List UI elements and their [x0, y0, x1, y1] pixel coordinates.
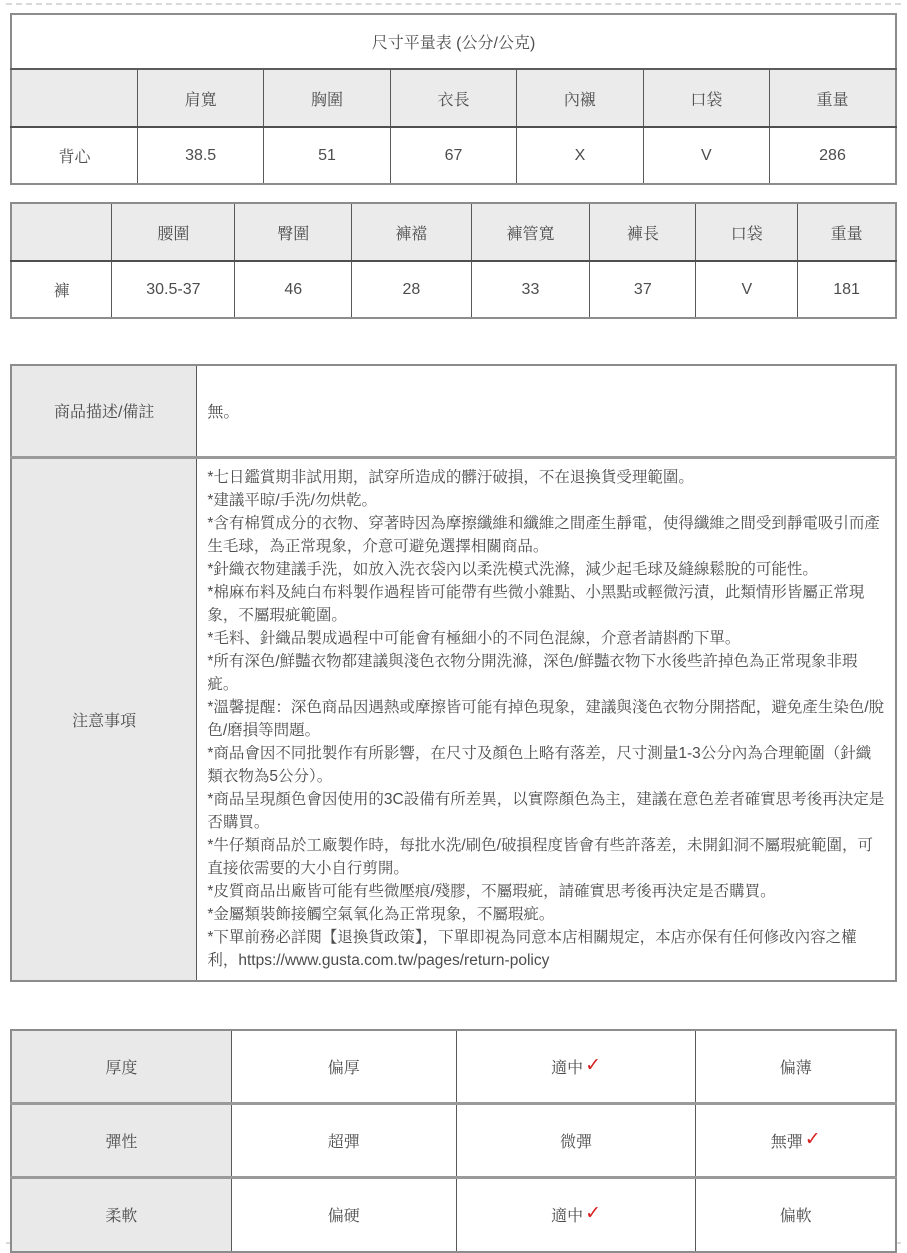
cell-value: V — [643, 127, 769, 184]
attribute-option-text: 無彈 — [770, 1134, 803, 1151]
attributes-table — [10, 1029, 897, 1253]
cell-value: V — [696, 261, 798, 318]
size-table-title-row — [11, 14, 896, 69]
attribute-option — [696, 1104, 896, 1178]
note-line: *溫馨提醒：深色商品因遇熱或摩擦皆可能有掉色現象，建議與淺色衣物分開搭配，避免產生染色/脫色/磨損等問題。 — [207, 698, 885, 739]
row-label: 背心 — [11, 127, 137, 184]
attribute-label: 彈性 — [11, 1104, 231, 1178]
attribute-row — [11, 1178, 896, 1252]
attribute-option-text: 適中 — [551, 1208, 584, 1226]
cell-value: 33 — [471, 261, 590, 318]
cell-value: 28 — [352, 261, 471, 318]
column-header: 胸圍 — [264, 69, 390, 127]
note-line: *商品會因不同批製作有所影響，在尺寸及顏色上略有落差，尺寸測量1-3公分內為合理範圍（針織類衣物為5公分）。 — [207, 744, 872, 785]
cell-value: 181 — [798, 261, 896, 318]
attribute-row — [11, 1104, 896, 1178]
column-header: 肩寬 — [137, 69, 263, 127]
attribute-option — [696, 1030, 896, 1104]
note-line: *針織衣物建議手洗，如放入洗衣袋內以柔洗模式洗滌，減少起毛球及縫線鬆脫的可能性。 — [207, 560, 818, 578]
cell-value: 51 — [264, 127, 390, 184]
attribute-option-text: 微彈 — [560, 1134, 593, 1151]
description-label: 商品描述/備註 — [11, 365, 197, 457]
attribute-label: 柔軟 — [11, 1178, 231, 1252]
column-header — [11, 69, 137, 127]
row-label: 褲 — [11, 261, 112, 318]
attribute-option-text: 偏厚 — [327, 1059, 360, 1077]
column-header: 重量 — [798, 203, 896, 261]
column-header: 褲長 — [590, 203, 696, 261]
attribute-option-text: 偏軟 — [779, 1208, 812, 1226]
note-line: *所有深色/鮮豔衣物都建議與淺色衣物分開洗滌，深色/鮮豔衣物下水後些許掉色為正常現象非瑕疵。 — [207, 652, 858, 693]
description-row — [11, 365, 896, 457]
dashed-divider-top — [6, 3, 901, 5]
table-row — [11, 261, 896, 318]
column-header: 衣長 — [390, 69, 516, 127]
note-line: *含有棉質成分的衣物、穿著時因為摩擦纖維和纖維之間產生靜電，使得纖維之間受到靜電吸引而產生毛球，為正常現象，介意可避免選擇相關商品。 — [207, 514, 880, 555]
cell-value: 67 — [390, 127, 516, 184]
column-header: 腰圍 — [112, 203, 235, 261]
cell-value: 286 — [770, 127, 896, 184]
column-header-row — [11, 69, 896, 127]
size-table-pants-body — [11, 203, 896, 318]
attribute-option-text: 偏硬 — [327, 1208, 360, 1226]
product-spec-sheet — [10, 13, 897, 1253]
column-header-row — [11, 203, 896, 261]
attribute-option — [231, 1104, 456, 1178]
notes-content — [197, 457, 896, 981]
description-notes-table — [10, 364, 897, 982]
attribute-option — [231, 1178, 456, 1252]
note-line: *七日鑑賞期非試用期，試穿所造成的髒汙破損，不在退換貨受理範圍。 — [207, 468, 694, 486]
notes-label: 注意事項 — [11, 457, 197, 981]
column-header: 臀圍 — [235, 203, 352, 261]
check-icon: ✓ — [585, 1053, 602, 1076]
note-line: *商品呈現顏色會因使用的3C設備有所差異，以實際顏色為主，建議在意色差者確實思考後再決定是否購買。 — [207, 790, 885, 831]
note-line: *牛仔類商品於工廠製作時，每批水洗/刷色/破損程度皆會有些許落差，未開釦洞不屬瑕疵範圍，可直接依需要的大小自行剪開。 — [207, 836, 873, 877]
attribute-option — [456, 1104, 696, 1178]
size-table-pants — [10, 202, 897, 319]
note-line: *建議平晾/手洗/勿烘乾。 — [207, 491, 377, 509]
column-header: 褲管寬 — [471, 203, 590, 261]
column-header: 口袋 — [696, 203, 798, 261]
notes-list — [207, 466, 885, 972]
attribute-label: 厚度 — [11, 1030, 231, 1104]
attribute-option — [456, 1030, 696, 1104]
note-line: *皮質商品出廠皆可能有些微壓痕/殘膠，不屬瑕疵，請確實思考後再決定是否購買。 — [207, 882, 776, 900]
cell-value: X — [517, 127, 643, 184]
size-table-title: 尺寸平量表 (公分/公克) — [11, 14, 896, 69]
table-row — [11, 127, 896, 184]
check-icon: ✓ — [804, 1128, 821, 1150]
cell-value: 46 — [235, 261, 352, 318]
check-icon: ✓ — [585, 1202, 602, 1225]
note-line: *金屬類裝飾接觸空氣氧化為正常現象，不屬瑕疵。 — [207, 905, 555, 923]
attribute-option-text: 適中 — [551, 1059, 584, 1077]
column-header: 內襯 — [517, 69, 643, 127]
notes-row — [11, 457, 896, 981]
attribute-option — [696, 1178, 896, 1252]
attribute-option-text: 偏薄 — [779, 1059, 812, 1077]
description-content: 無。 — [197, 365, 896, 457]
column-header: 褲襠 — [352, 203, 471, 261]
column-header: 重量 — [770, 69, 896, 127]
attribute-option — [231, 1030, 456, 1104]
size-table-vest — [10, 13, 897, 185]
size-table-vest-body — [11, 14, 896, 184]
attribute-option-text: 超彈 — [327, 1134, 360, 1151]
note-line: *棉麻布料及純白布料製作過程皆可能帶有些微小雜點、小黑點或輕微污漬，此類情形皆屬正常現象，不屬瑕疵範圍。 — [207, 583, 865, 624]
column-header: 口袋 — [643, 69, 769, 127]
column-header — [11, 203, 112, 261]
attribute-row — [11, 1030, 896, 1104]
note-line: *毛料、針織品製成過程中可能會有極細小的不同色混線，介意者請斟酌下單。 — [207, 629, 741, 647]
attribute-option — [456, 1178, 696, 1252]
note-line: *下單前務必詳閱【退換貨政策】，下單即視為同意本店相關規定，本店亦保有任何修改內容之權利，https://www.gusta.com.tw/pages/return-policy — [207, 928, 857, 969]
cell-value: 38.5 — [137, 127, 263, 184]
cell-value: 30.5-37 — [112, 261, 235, 318]
cell-value: 37 — [590, 261, 696, 318]
attributes-table-body — [11, 1030, 896, 1252]
